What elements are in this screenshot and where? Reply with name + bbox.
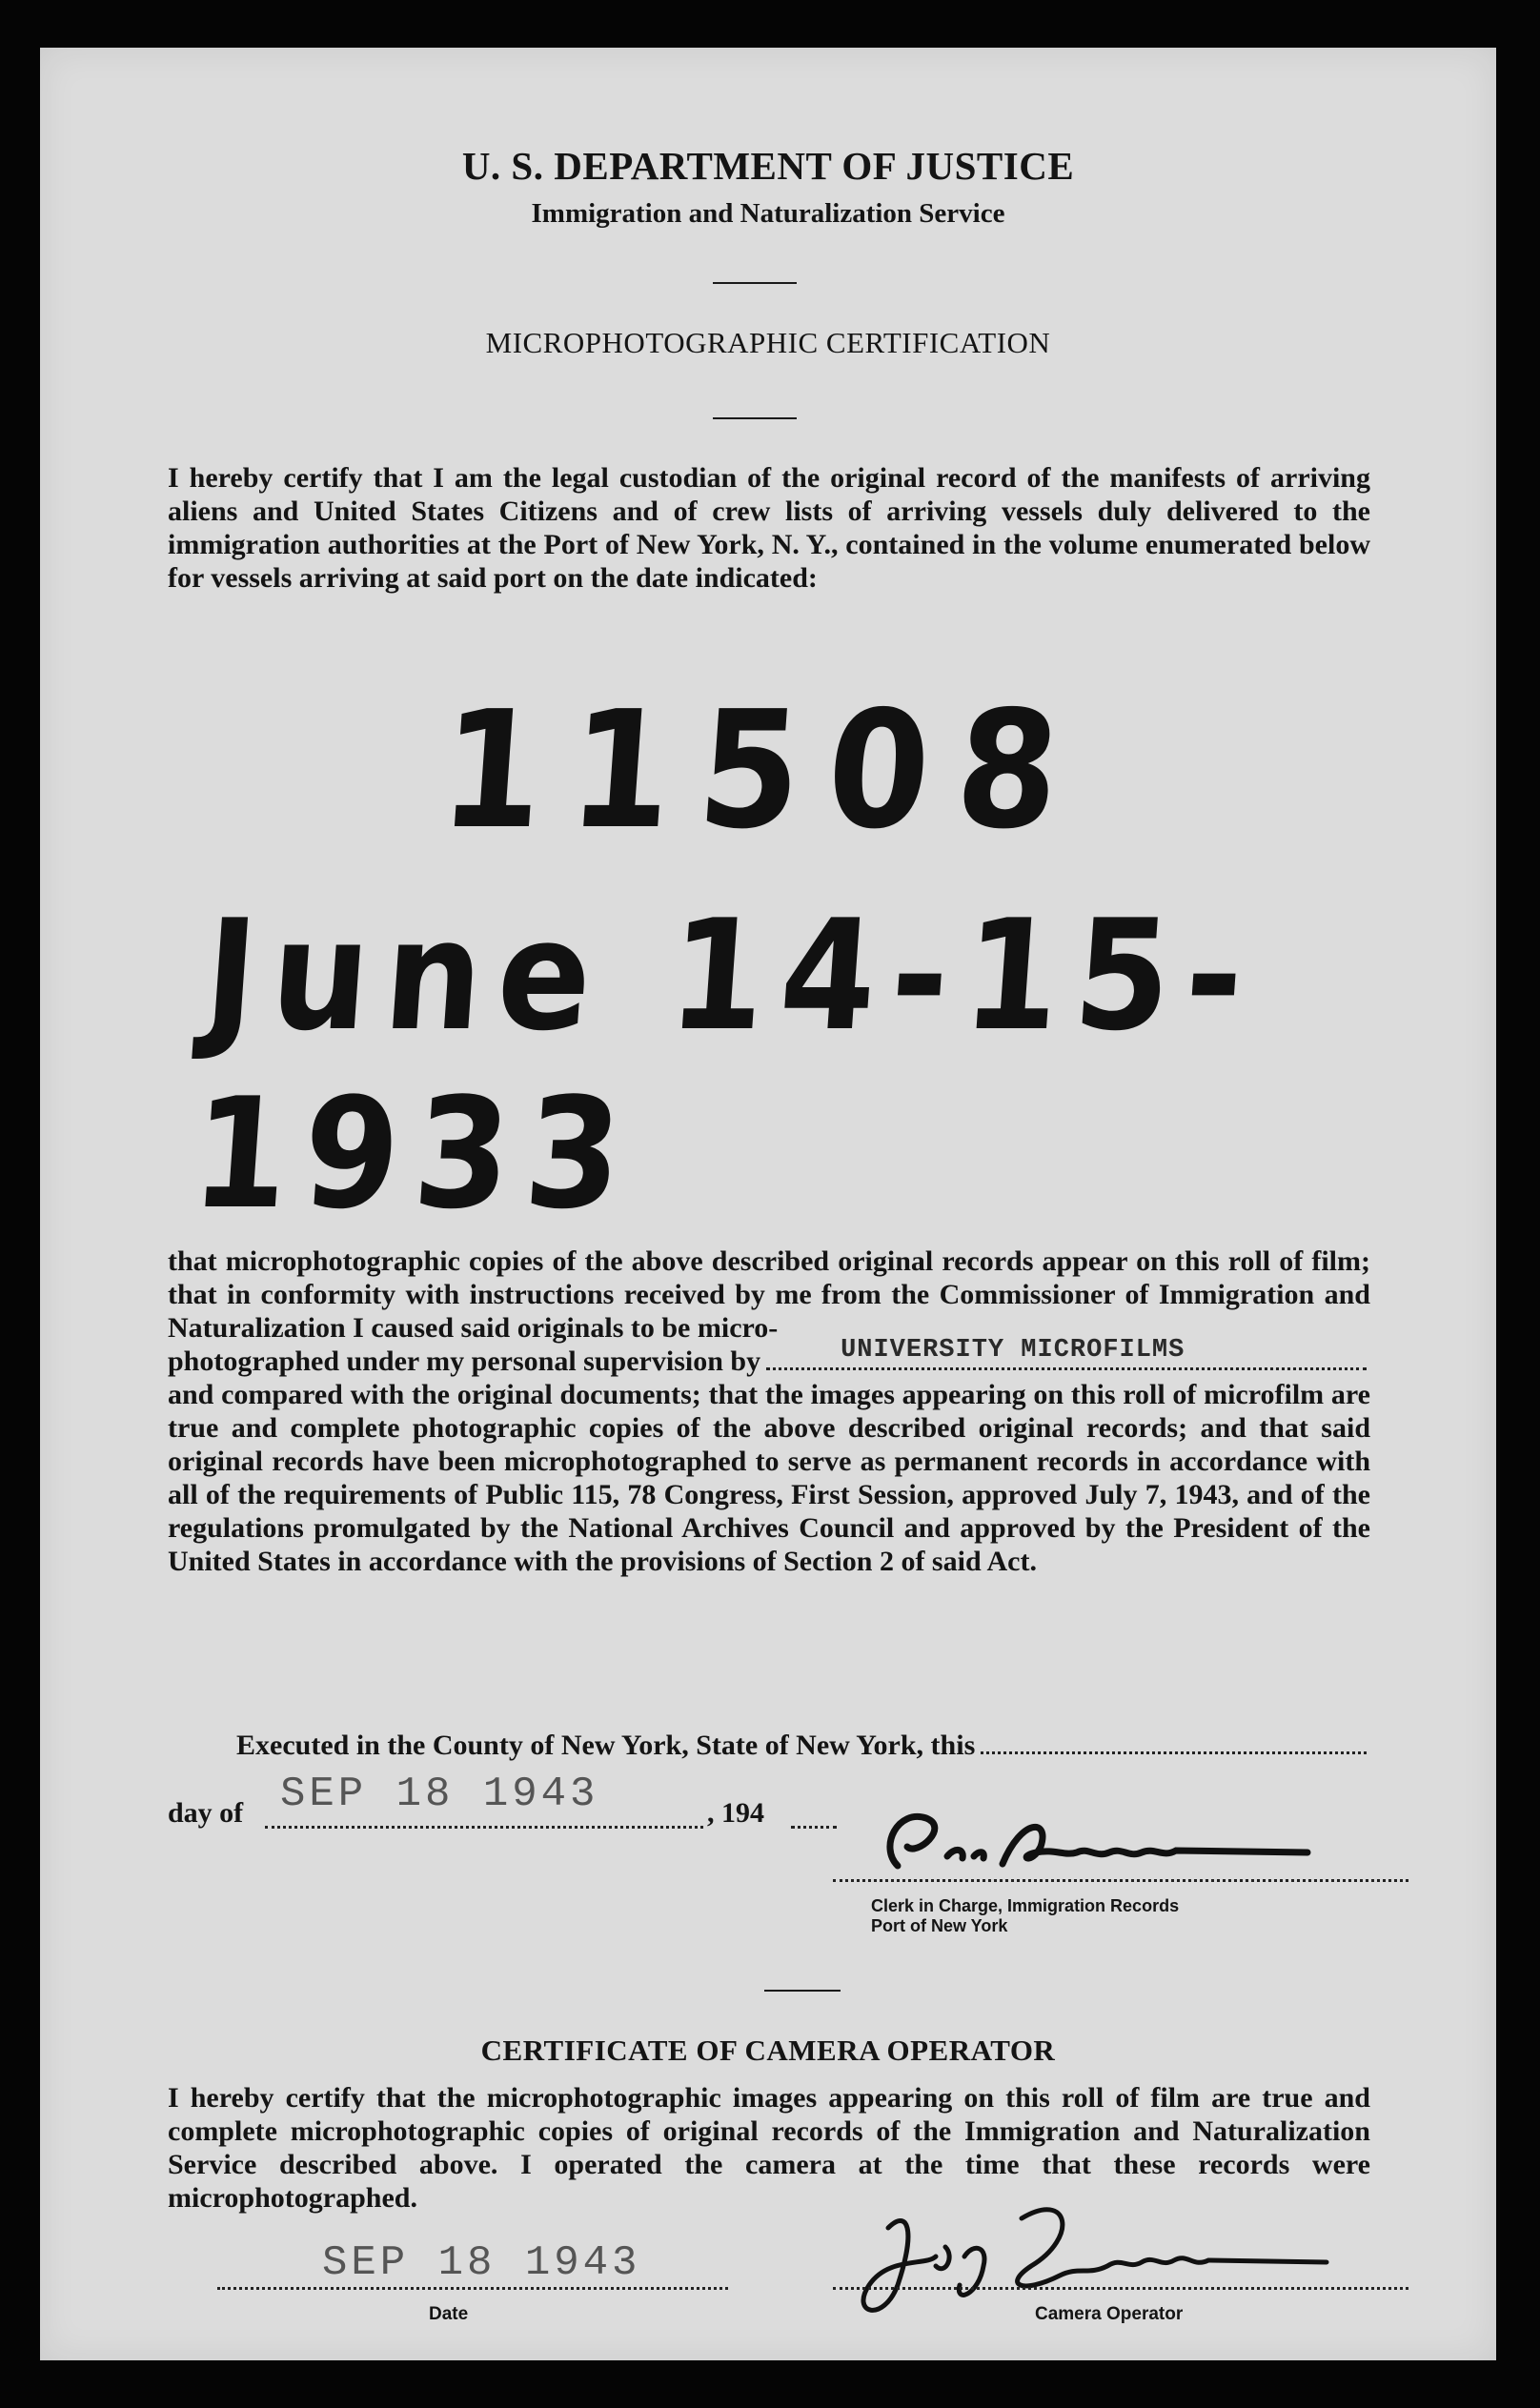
camera-operator-label: Camera Operator	[1035, 2304, 1184, 2324]
certification-title: MICROPHOTOGRAPHIC CERTIFICATION	[485, 326, 1051, 359]
clerk-title-line1: Clerk in Charge, Immigration Records	[871, 1896, 1180, 1915]
camera-date-stamp: SEP 18 1943	[322, 2239, 641, 2287]
supervision-line	[168, 1336, 1370, 1378]
year-label: , 194	[707, 1797, 764, 1829]
department-heading: U. S. DEPARTMENT OF JUSTICE	[461, 144, 1075, 188]
day-dotted-line	[265, 1826, 703, 1829]
execution-date-stamp: SEP 18 1943	[280, 1771, 599, 1818]
supervision-label: photographed under my personal supervision by	[168, 1346, 761, 1377]
clerk-title	[871, 1896, 1179, 1936]
certificate-sheet	[40, 48, 1496, 2360]
handwritten-vessel-dates: June 14-15-1933	[186, 886, 1265, 1243]
year-dotted-line	[791, 1826, 837, 1829]
camera-operator-signature	[831, 2190, 1365, 2323]
execution-dotted-line	[981, 1750, 1367, 1754]
execution-label: Executed in the County of New York, State of New York, this	[236, 1730, 976, 1761]
body-text-part1: that microphotographic copies of the above described original records appear on this roll of film; that in conformity with instructions received by me from the Commissioner of Immigration and Naturalization I caused said originals to be micro-	[168, 1245, 1370, 1344]
divider	[713, 282, 797, 284]
body-text-part2: and compared with the original documents; that the images appearing on this roll of microfilm are true and complete photographic copies of the above described original records; and that said original records have been microphotographed to serve as permanent records in accordance with all of the requirements of Public 115, 78 Congress, First Session, approved July 7, 1943, and of the regulations promulgated by the National Archives Council and approved by the President of the United States in accordance with the provisions of Section 2 of said Act.	[168, 1379, 1370, 1577]
certification-body	[168, 1244, 1370, 1578]
supervisor-stamp: UNIVERSITY MICROFILMS	[841, 1336, 1185, 1365]
divider	[713, 417, 797, 419]
handwritten-volume-number: 11508	[435, 677, 1093, 865]
clerk-title-line2: Port of New York	[871, 1916, 1008, 1935]
date-label: Date	[429, 2304, 469, 2324]
service-subheading: Immigration and Naturalization Service	[531, 198, 1005, 229]
clerk-signature	[860, 1790, 1355, 1885]
supervision-dotted-line	[766, 1336, 1367, 1370]
date-dotted-line	[217, 2287, 728, 2290]
day-of-label: day of	[168, 1797, 244, 1829]
camera-certificate-text: I hereby certify that the microphotographic images appearing on this roll of film are true and complete microphotographic copies of original records of the Immigration and Naturalization Service described above. I operated the camera at the time that these records were microphotographed.	[168, 2082, 1370, 2214]
intro-paragraph: I hereby certify that I am the legal custodian of the original record of the manifests of arriving aliens and United States Citizens and of crew lists of arriving vessels duly delivered to the immigration authorities at the Port of New York, N. Y., contained in the volume enumerated below for vessels arriving at said port on the date indicated:	[168, 462, 1370, 594]
operator-signature-line	[833, 2287, 1408, 2290]
execution-line	[236, 1729, 1370, 1762]
camera-certificate-title: CERTIFICATE OF CAMERA OPERATOR	[480, 2034, 1056, 2067]
clerk-signature-line	[833, 1879, 1408, 1882]
divider	[764, 1990, 841, 1992]
